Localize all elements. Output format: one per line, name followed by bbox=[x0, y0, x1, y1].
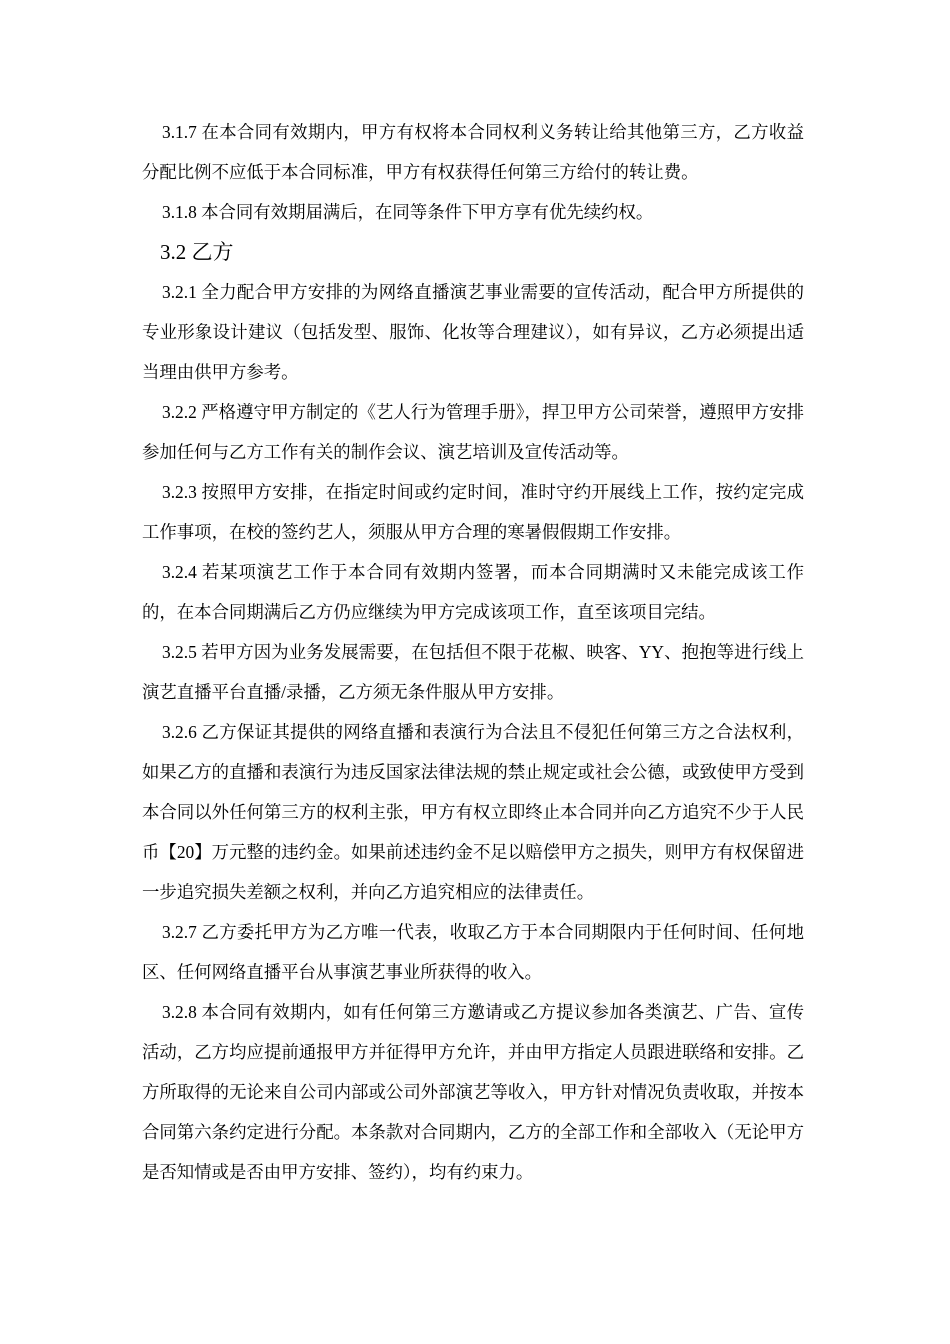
section-heading-3-2: 3.2 乙方 bbox=[160, 240, 234, 264]
contract-clause-3-1-8: 3.1.8 本合同有效期届满后，在同等条件下甲方享有优先续约权。 bbox=[162, 202, 654, 222]
contract-clause-3-2-6: 3.2.6 乙方保证其提供的网络直播和表演行为合法且不侵犯任何第三方之合法权利，如果乙方的直播和表演行为违反国家法律法规的禁止规定或社会公德，或致使甲方受到本合同以外任何第三方的权利主张，甲方有权立即终止本合同并向乙方追究不少于人民币【20】万元整的违约金。如果前述违约金不足以赔偿甲方之损失，则甲方有权保留进一步追究损失差额之权利，并向乙方追究相应的法律责任。 bbox=[142, 722, 804, 902]
contract-clause-3-2-2: 3.2.2 严格遵守甲方制定的《艺人行为管理手册》，捍卫甲方公司荣誉，遵照甲方安排参加任何与乙方工作有关的制作会议、演艺培训及宣传活动等。 bbox=[142, 402, 804, 462]
contract-clause-3-2-8: 3.2.8 本合同有效期内，如有任何第三方邀请或乙方提议参加各类演艺、广告、宣传活动，乙方均应提前通报甲方并征得甲方允许，并由甲方指定人员跟进联络和安排。乙方所取得的无论来自公司内部或公司外部演艺等收入，甲方针对情况负责收取，并按本合同第六条约定进行分配。本条款对合同期内，乙方的全部工作和全部收入（无论甲方是否知情或是否由甲方安排、签约），均有约束力。 bbox=[142, 1002, 804, 1182]
contract-clause-3-2-4: 3.2.4 若某项演艺工作于本合同有效期内签署，而本合同期满时又未能完成该工作的，在本合同期满后乙方仍应继续为甲方完成该项工作，直至该项目完结。 bbox=[142, 562, 804, 622]
contract-clause-3-2-7: 3.2.7 乙方委托甲方为乙方唯一代表，收取乙方于本合同期限内于任何时间、任何地区、任何网络直播平台从事演艺事业所获得的收入。 bbox=[142, 922, 804, 982]
contract-clause-3-1-7: 3.1.7 在本合同有效期内，甲方有权将本合同权利义务转让给其他第三方，乙方收益分配比例不应低于本合同标准，甲方有权获得任何第三方给付的转让费。 bbox=[142, 122, 804, 182]
contract-clause-3-2-5: 3.2.5 若甲方因为业务发展需要，在包括但不限于花椒、映客、YY、抱抱等进行线上演艺直播平台直播/录播，乙方须无条件服从甲方安排。 bbox=[142, 642, 804, 702]
contract-clause-3-2-1: 3.2.1 全力配合甲方安排的为网络直播演艺事业需要的宣传活动，配合甲方所提供的专业形象设计建议（包括发型、服饰、化妆等合理建议），如有异议，乙方必须提出适当理由供甲方参考。 bbox=[142, 282, 804, 382]
contract-clause-3-2-3: 3.2.3 按照甲方安排，在指定时间或约定时间，准时守约开展线上工作，按约定完成工作事项，在校的签约艺人，须服从甲方合理的寒暑假假期工作安排。 bbox=[142, 482, 804, 542]
